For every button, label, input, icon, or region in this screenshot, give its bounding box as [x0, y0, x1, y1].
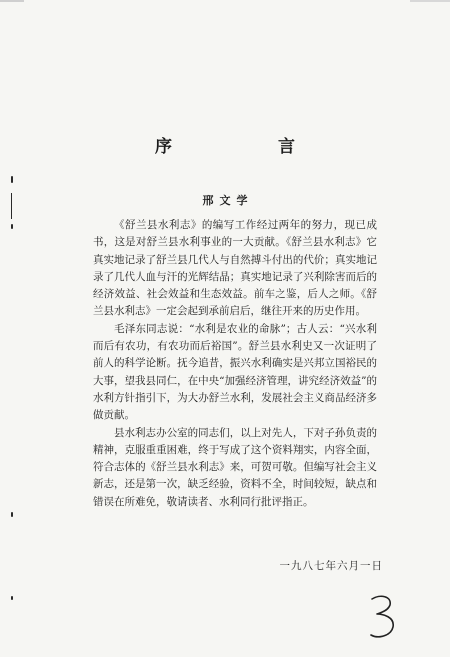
binding-hole-mark	[11, 224, 13, 229]
date-line: 一九八七年六月一日	[279, 560, 383, 572]
binding-hole-mark	[11, 176, 13, 183]
binding-hole-mark	[11, 512, 13, 517]
scan-edge-mark	[410, 0, 450, 2]
binding-hole-mark	[11, 596, 13, 600]
handwritten-page-number	[368, 593, 398, 641]
page-title: 序 言	[155, 137, 345, 157]
scan-edge-mark	[0, 0, 24, 2]
preface-body	[93, 217, 377, 511]
paragraph: 《舒兰县水利志》的编写工作经过两年的努力，现已成书，这是对舒兰县水利事业的一大贡献。《舒兰县水利志》它真实地记录了舒兰县几代人与自然搏斗付出的代价；真实地记录了几代人血与汗的光辉结晶；真实地记录了兴利除害而后的经济效益、社会效益和生态效益。前车之鉴，后人之师。《舒兰县水利志》一定会起到承前启后，继往开来的历史作用。	[93, 219, 377, 318]
paragraph: 县水利志办公室的同志们，以上对先人，下对子孙负责的精神，克服重重困难，终于写成了这个资料翔实，内容全面，符合志体的《舒兰县水利志》来，可贺可敬。但编写社会主义新志，还是第一次，缺乏经验，资料不全，时间较短，缺点和错误在所难免，敬请读者、水利同行批评指正。	[93, 426, 377, 508]
paragraph: 毛泽东同志说：“水利是农业的命脉”；古人云：“兴水利而后有农功，有农功而后裕国”。舒兰县水利史又一次证明了前人的科学论断。抚今追昔，振兴水利确实是兴邦立国裕民的大事，望我县同仁，在中央“加强经济管理，讲究经济效益”的水利方针指引下，为大办舒兰水利，发展社会主义商品经济多做贡献。	[93, 322, 377, 422]
author-name: 邢文学	[202, 194, 254, 207]
